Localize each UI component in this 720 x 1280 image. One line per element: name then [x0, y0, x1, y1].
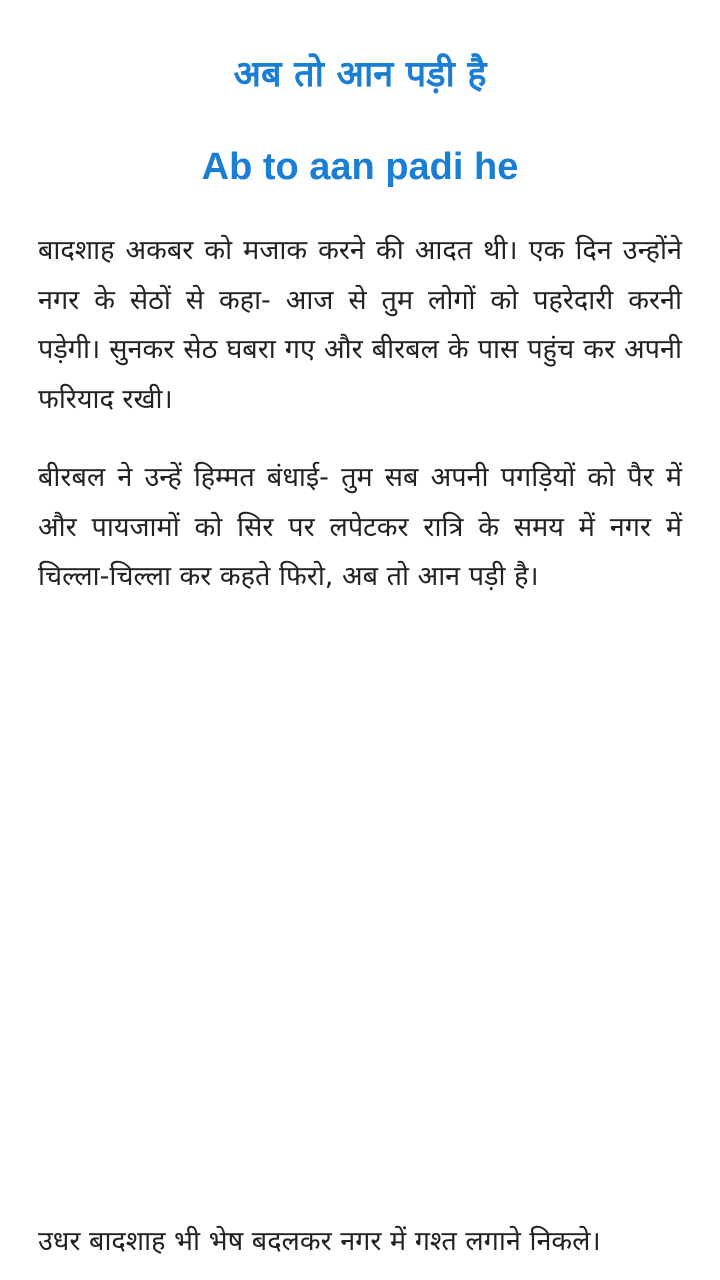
story-title-hindi: अब तो आन पड़ी है — [233, 54, 487, 95]
story-title-english: Ab to aan padi he — [201, 146, 519, 188]
story-paragraph: बीरबल ने उन्हें हिम्मत बंधाई- तुम सब अपनी पगड़ियों को पैर में और पायजामों को सिर पर लपेटकर रात्रि के समय में नगर में चिल्ला-चिल्ला कर कहते फिरो, अब तो आन पड़ी है। — [38, 462, 682, 592]
story-paragraph: उधर बादशाह भी भेष बदलकर नगर में गश्त लगाने निकले। — [38, 1226, 601, 1257]
story-paragraph: बादशाह अकबर को मजाक करने की आदत थी। एक दिन उन्होंने नगर के सेठों से कहा- आज से तुम लोगों को पहरेदारी करनी पड़ेगी। सुनकर सेठ घबरा गए और बीरबल के पास पहुंच कर अपनी फरियाद रखी। — [38, 235, 682, 415]
